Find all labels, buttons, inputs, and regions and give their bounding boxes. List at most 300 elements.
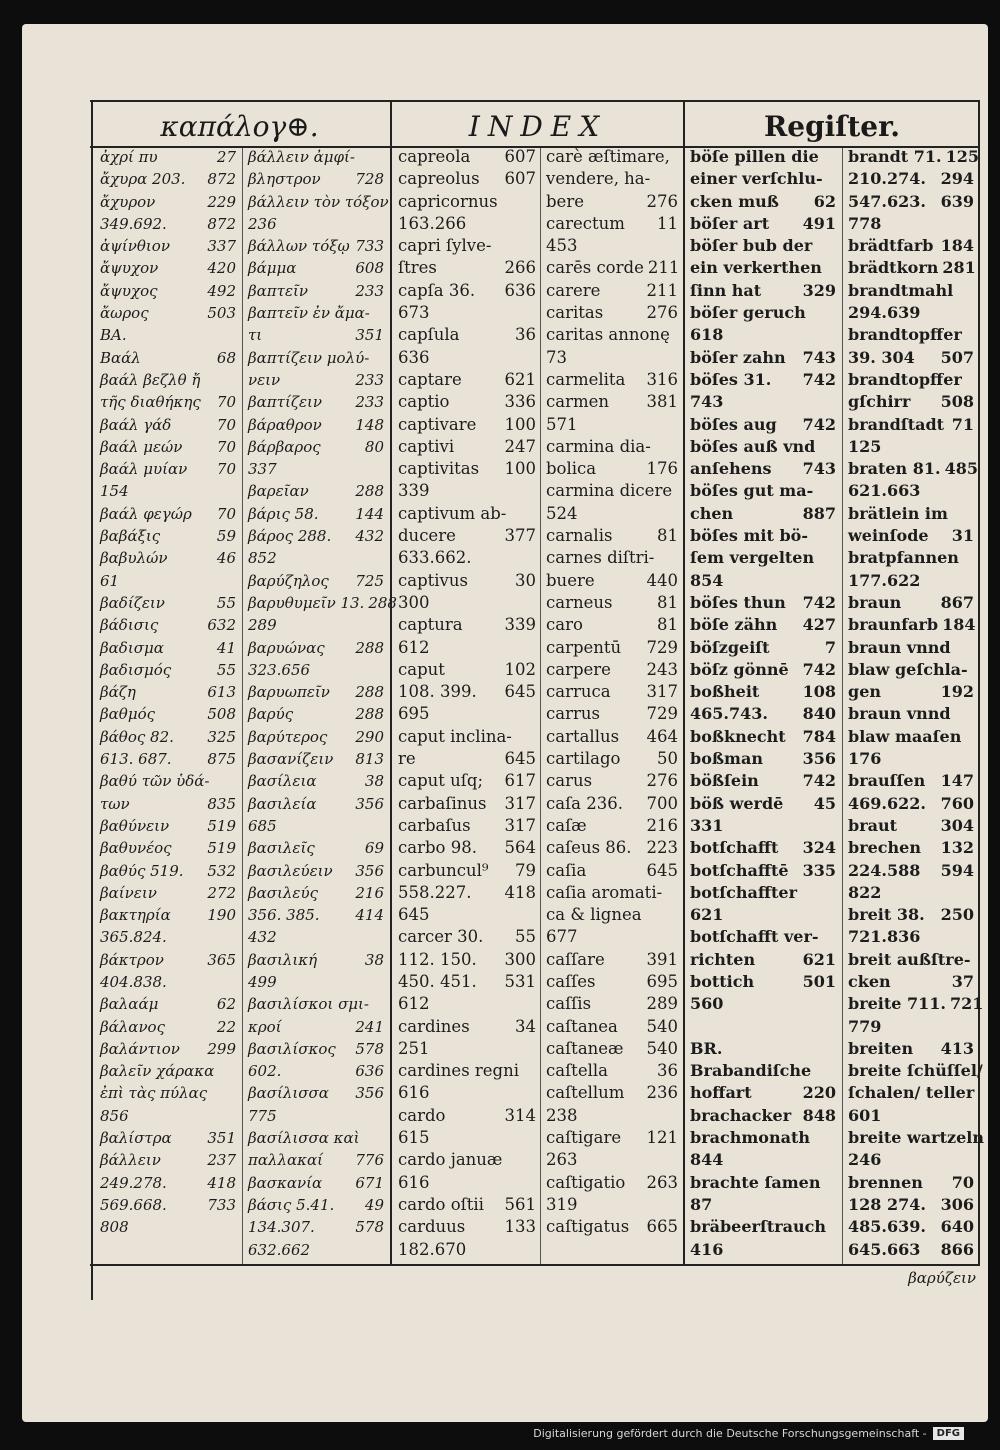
entry-page-number: 241 <box>355 1017 384 1036</box>
index-entry <box>690 1239 836 1261</box>
latin-index-column-1 <box>398 146 536 1276</box>
index-entry <box>690 347 836 369</box>
index-entry <box>398 882 536 904</box>
entry-term: τι <box>248 326 263 345</box>
index-entry <box>398 1105 536 1127</box>
entry-page-number: 351 <box>355 326 384 345</box>
entry-term: cardo oſtii <box>398 1194 484 1214</box>
entry-page-number <box>232 1216 236 1238</box>
catchword: βαρύζειν <box>908 1269 976 1287</box>
index-entry <box>100 213 236 235</box>
entry-page-number: 272 <box>207 883 236 902</box>
entry-page-number: 70 <box>216 393 236 412</box>
index-entry <box>398 280 536 302</box>
subcolumn-rule-greek <box>242 148 243 1264</box>
entry-page-number: 7 <box>824 637 836 657</box>
entry-term: 339 <box>398 481 430 501</box>
index-entry <box>848 614 974 636</box>
index-entry <box>546 904 678 926</box>
entry-term: caſſes <box>546 971 596 991</box>
index-entry <box>546 1105 678 1127</box>
entry-page-number <box>532 703 536 725</box>
index-entry <box>398 637 536 659</box>
entry-page-number: 190 <box>207 906 236 925</box>
entry-term: βάρβαρος <box>248 437 321 456</box>
entry-term: 613. 687. <box>100 750 172 769</box>
entry-term: brandtopffer <box>848 325 962 345</box>
index-entry <box>546 1082 678 1104</box>
entry-page-number <box>532 1127 536 1149</box>
index-entry <box>546 1194 678 1216</box>
index-entry <box>546 213 678 235</box>
entry-page-number: 492 <box>207 281 236 300</box>
index-entry <box>848 1194 974 1216</box>
entry-page-number: 636 <box>355 1062 384 1081</box>
index-entry <box>546 257 678 279</box>
entry-page-number <box>674 1149 678 1171</box>
index-entry <box>248 1172 384 1194</box>
entry-page-number: 613 <box>207 683 236 702</box>
index-entry <box>848 324 974 346</box>
index-entry <box>690 257 836 279</box>
index-entry <box>398 168 536 190</box>
entry-page-number: 733 <box>355 237 384 256</box>
index-entry <box>100 815 236 837</box>
entry-page-number: 68 <box>216 348 236 367</box>
entry-page-number: 733 <box>207 1195 236 1214</box>
entry-term: richten <box>690 949 756 969</box>
index-entry <box>248 681 384 703</box>
entry-page-number <box>970 703 974 725</box>
entry-page-number <box>970 637 974 659</box>
entry-page-number <box>970 369 974 391</box>
entry-page-number <box>970 547 974 569</box>
index-entry <box>100 235 236 257</box>
entry-page-number <box>380 659 384 681</box>
index-entry <box>248 860 384 882</box>
entry-page-number: 220 <box>802 1083 836 1103</box>
entry-term: 524 <box>546 503 578 523</box>
index-entry <box>248 882 384 904</box>
entry-page-number: 49 <box>364 1195 384 1214</box>
entry-term: 128 274. <box>848 1194 926 1214</box>
entry-page-number: 306 <box>940 1194 974 1214</box>
index-entry <box>248 280 384 302</box>
entry-term: brädtkorn <box>848 258 939 278</box>
index-entry <box>848 793 974 815</box>
index-entry <box>100 302 236 324</box>
index-entry <box>848 926 974 948</box>
entry-page-number: 508 <box>940 392 974 412</box>
index-entry <box>848 146 980 168</box>
entry-page-number: 233 <box>355 281 384 300</box>
entry-page-number <box>832 1016 836 1038</box>
entry-page-number <box>532 726 536 748</box>
entry-term: βάμμα <box>248 259 297 278</box>
entry-page-number: 440 <box>646 570 678 590</box>
entry-page-number: 144 <box>355 504 384 523</box>
index-entry <box>690 1105 836 1127</box>
index-entry <box>100 324 236 346</box>
entry-term: caſſis <box>546 994 592 1014</box>
index-entry <box>100 1060 236 1082</box>
entry-term: 645.663 <box>848 1239 921 1259</box>
index-entry <box>690 146 836 168</box>
index-entry <box>690 592 836 614</box>
entry-term: cardo <box>398 1105 446 1125</box>
entry-term: botſchaffter <box>690 882 798 902</box>
entry-page-number <box>674 414 678 436</box>
entry-term: blaw maaſen <box>848 726 962 746</box>
entry-page-number: 427 <box>802 615 836 635</box>
entry-term: cartilago <box>546 749 621 769</box>
entry-term: βαίνειν <box>100 883 157 902</box>
entry-page-number: 840 <box>802 704 836 724</box>
entry-term: carcer 30. <box>398 927 484 947</box>
entry-page-number: 491 <box>802 213 836 233</box>
entry-term: caro <box>546 615 583 635</box>
index-entry <box>398 971 536 993</box>
entry-page-number: 872 <box>207 214 236 233</box>
entry-term: brachmonath <box>690 1128 810 1148</box>
entry-page-number: 639 <box>940 191 974 211</box>
entry-page-number <box>970 726 974 748</box>
entry-page-number: 216 <box>646 815 678 835</box>
entry-page-number: 192 <box>940 682 974 702</box>
entry-term: carrus <box>546 704 600 724</box>
index-entry <box>100 280 236 302</box>
entry-term: caput uſq; <box>398 771 483 791</box>
entry-page-number <box>380 614 384 636</box>
entry-term: boßheit <box>690 682 760 702</box>
entry-term: captivare <box>398 414 477 434</box>
entry-page-number: 866 <box>940 1239 974 1259</box>
entry-term: bottich <box>690 971 755 991</box>
entry-term: brandt 71. <box>848 147 942 166</box>
index-entry <box>848 904 974 926</box>
entry-page-number <box>674 436 678 458</box>
entry-page-number <box>832 146 836 168</box>
index-entry <box>248 547 384 569</box>
entry-term: caritas <box>546 303 604 323</box>
entry-page-number <box>674 480 678 502</box>
index-entry <box>848 971 974 993</box>
entry-page-number: 464 <box>646 726 678 746</box>
index-entry <box>546 414 678 436</box>
entry-page-number: 125 <box>945 147 980 166</box>
greek-index-column-1 <box>100 146 236 1276</box>
entry-page-number <box>832 391 836 413</box>
entry-page-number: 329 <box>802 280 836 300</box>
index-entry <box>398 1038 536 1060</box>
index-entry <box>848 770 974 792</box>
entry-page-number: 71 <box>951 414 974 434</box>
entry-page-number <box>674 1105 678 1127</box>
entry-term: βασιλεῖς <box>248 839 315 858</box>
index-entry <box>848 659 974 681</box>
entry-term: 349.692. <box>100 214 167 233</box>
entry-page-number <box>832 1127 836 1149</box>
entry-page-number <box>832 1172 836 1194</box>
entry-term: βασιλίσκος <box>248 1039 336 1058</box>
entry-page-number: 80 <box>364 437 384 456</box>
entry-term: βάζη <box>100 683 136 702</box>
entry-term: re <box>398 749 416 769</box>
entry-term: 844 <box>690 1150 724 1170</box>
index-entry <box>248 213 384 235</box>
entry-page-number: 288 <box>355 683 384 702</box>
entry-term: 612 <box>398 637 430 657</box>
index-entry <box>100 547 236 569</box>
index-entry <box>100 681 236 703</box>
entry-term: carmina dicere <box>546 481 673 501</box>
entry-term: 465.743. <box>690 704 768 724</box>
entry-term: breiten <box>848 1038 914 1058</box>
entry-term: breite wartzeln <box>848 1128 984 1148</box>
entry-term: βαβυλών <box>100 549 168 568</box>
index-entry <box>546 1016 678 1038</box>
index-entry <box>546 525 678 547</box>
entry-page-number: 632 <box>207 616 236 635</box>
entry-page-number: 316 <box>646 369 678 389</box>
entry-page-number: 391 <box>646 949 678 969</box>
entry-page-number <box>832 1194 836 1216</box>
entry-page-number: 414 <box>355 906 384 925</box>
index-entry <box>398 391 536 413</box>
entry-term: carmen <box>546 392 610 412</box>
entry-page-number <box>832 168 836 190</box>
index-entry <box>690 436 836 458</box>
entry-page-number: 289 <box>646 994 678 1014</box>
entry-term: botſchafftē <box>690 860 789 880</box>
index-entry <box>690 971 836 993</box>
index-entry <box>546 280 678 302</box>
entry-term: buere <box>546 570 595 590</box>
index-entry <box>690 235 836 257</box>
column-rule-left <box>91 100 93 1300</box>
entry-term: των <box>100 794 130 813</box>
entry-page-number <box>232 570 236 592</box>
index-entry <box>546 191 678 213</box>
entry-term: βασίλεια <box>248 772 317 791</box>
entry-term: brachte ſamen <box>690 1172 821 1192</box>
index-entry <box>690 414 836 436</box>
index-entry <box>848 1216 974 1238</box>
index-entry <box>848 503 974 525</box>
entry-term: 450. 451. <box>398 971 477 991</box>
entry-page-number: 288 <box>355 638 384 657</box>
entry-page-number <box>532 503 536 525</box>
entry-page-number <box>674 168 678 190</box>
entry-term: 236 <box>248 214 277 233</box>
entry-term: captivum ab- <box>398 503 507 523</box>
entry-page-number: 432 <box>355 527 384 546</box>
entry-page-number <box>532 1239 536 1261</box>
entry-term: βάλλειν ἀμφί- <box>248 148 355 166</box>
entry-page-number: 742 <box>802 659 836 679</box>
entry-page-number: 729 <box>646 637 678 657</box>
entry-term: carmina dia- <box>546 436 651 456</box>
index-entry <box>248 1149 384 1171</box>
entry-term: bräbeerſtrauch <box>690 1217 827 1237</box>
index-entry <box>848 726 974 748</box>
entry-page-number <box>674 547 678 569</box>
index-entry <box>546 146 678 168</box>
entry-term: böſes 31. <box>690 369 772 389</box>
entry-term: caſtigatio <box>546 1172 626 1192</box>
entry-page-number <box>971 949 975 971</box>
entry-page-number <box>532 347 536 369</box>
index-entry <box>248 1194 384 1216</box>
entry-term: BR. <box>690 1038 723 1058</box>
entry-page-number <box>832 324 836 346</box>
entry-term: 616 <box>398 1172 430 1192</box>
index-entry <box>848 235 974 257</box>
entry-page-number: 418 <box>504 882 536 902</box>
entry-term: cken muß <box>690 191 779 211</box>
entry-page-number: 211 <box>646 280 678 300</box>
index-entry <box>398 213 536 235</box>
entry-page-number: 621 <box>504 369 536 389</box>
index-entry <box>398 1216 536 1238</box>
entry-page-number: 721 <box>949 994 984 1014</box>
entry-page-number: 276 <box>646 191 678 211</box>
entry-page-number <box>232 1082 236 1104</box>
entry-term: ſchalen/ teller <box>848 1083 975 1103</box>
index-entry <box>398 1239 536 1261</box>
entry-page-number: 617 <box>504 771 536 791</box>
entry-term: bößſein <box>690 771 759 791</box>
index-entry <box>100 525 236 547</box>
entry-term: 263 <box>546 1150 578 1170</box>
entry-term: böß werdē <box>690 793 784 813</box>
entry-page-number <box>970 1016 974 1038</box>
index-entry <box>848 1082 974 1104</box>
entry-page-number <box>380 458 384 480</box>
index-entry <box>546 1216 678 1238</box>
entry-term: carpentū <box>546 637 622 657</box>
index-entry <box>398 592 536 614</box>
entry-page-number: 55 <box>216 593 236 612</box>
entry-term: gſchirr <box>848 392 911 412</box>
entry-term: 125 <box>848 436 882 456</box>
entry-page-number: 300 <box>504 949 536 969</box>
entry-term: ἄψυχον <box>100 259 159 278</box>
entry-term: βασιλεύς <box>248 883 318 902</box>
entry-term: βάλλων τόξῳ <box>248 237 350 256</box>
entry-term: 163.266 <box>398 213 467 233</box>
entry-page-number <box>970 882 974 904</box>
index-entry <box>100 168 236 190</box>
entry-term: böſer bub der <box>690 236 813 256</box>
index-entry <box>398 436 536 458</box>
index-entry <box>690 1060 836 1082</box>
index-entry <box>546 235 678 257</box>
latin-column-header: INDEX <box>468 109 608 143</box>
entry-term: βασκανία <box>248 1173 323 1192</box>
entry-page-number: 46 <box>216 549 236 568</box>
entry-term: caſeus 86. <box>546 838 632 858</box>
index-entry <box>546 860 678 882</box>
entry-term: carneus <box>546 592 613 612</box>
index-entry <box>848 815 974 837</box>
entry-page-number <box>832 547 836 569</box>
index-entry <box>546 703 678 725</box>
entry-term: 112. 150. <box>398 949 477 969</box>
entry-page-number <box>532 235 536 257</box>
entry-term: 319 <box>546 1194 578 1214</box>
entry-term: brauſſen <box>848 771 926 791</box>
entry-page-number: 519 <box>207 839 236 858</box>
entry-page-number: 70 <box>216 415 236 434</box>
entry-page-number <box>380 547 384 569</box>
entry-page-number <box>674 1194 678 1216</box>
index-entry <box>100 480 236 502</box>
entry-term: caſia <box>546 860 587 880</box>
footer-text: Digitalisierung gefördert durch die Deutsche Forschungsgemeinschaft - <box>533 1426 927 1440</box>
index-entry <box>100 1038 236 1060</box>
index-entry <box>100 592 236 614</box>
entry-page-number: 34 <box>515 1016 536 1036</box>
entry-page-number <box>970 570 974 592</box>
entry-page-number <box>232 926 236 948</box>
entry-term: carbuncul⁹ <box>398 860 489 880</box>
index-entry <box>398 414 536 436</box>
entry-page-number: 132 <box>940 838 974 858</box>
entry-page-number: 742 <box>802 592 836 612</box>
entry-term: captivitas <box>398 459 480 479</box>
entry-term: 633.662. <box>398 548 472 568</box>
entry-term: 61 <box>100 571 120 590</box>
entry-term: capreola <box>398 147 471 166</box>
entry-term: bratpfannen <box>848 548 959 568</box>
index-entry <box>848 168 974 190</box>
entry-page-number <box>970 213 974 235</box>
entry-term: 645 <box>398 905 430 925</box>
entry-page-number: 70 <box>216 460 236 479</box>
index-entry <box>546 815 678 837</box>
index-entry <box>248 458 384 480</box>
entry-page-number: 324 <box>802 838 836 858</box>
index-entry <box>248 592 397 614</box>
entry-term: βαάλ φεγώρ <box>100 504 192 523</box>
entry-term: βασιλική <box>248 950 318 969</box>
entry-page-number <box>674 347 678 369</box>
entry-page-number: 784 <box>802 726 836 746</box>
index-entry <box>848 347 974 369</box>
index-entry <box>690 280 836 302</box>
entry-term: boßman <box>690 749 763 769</box>
entry-term: βασίλισσα <box>248 1084 329 1103</box>
entry-page-number: 281 <box>942 258 976 278</box>
index-entry <box>398 235 536 257</box>
entry-page-number <box>380 347 384 369</box>
index-entry <box>100 748 236 770</box>
index-entry <box>690 949 836 971</box>
index-entry <box>398 503 536 525</box>
index-entry <box>100 926 236 948</box>
entry-page-number <box>970 659 974 681</box>
entry-term: 615 <box>398 1128 430 1148</box>
index-entry <box>690 837 836 859</box>
entry-page-number: 594 <box>940 860 974 880</box>
entry-page-number: 62 <box>216 995 236 1014</box>
index-entry <box>398 614 536 636</box>
index-entry <box>848 1105 974 1127</box>
entry-page-number: 290 <box>355 727 384 746</box>
entry-page-number: 233 <box>355 393 384 412</box>
index-entry <box>690 637 836 659</box>
